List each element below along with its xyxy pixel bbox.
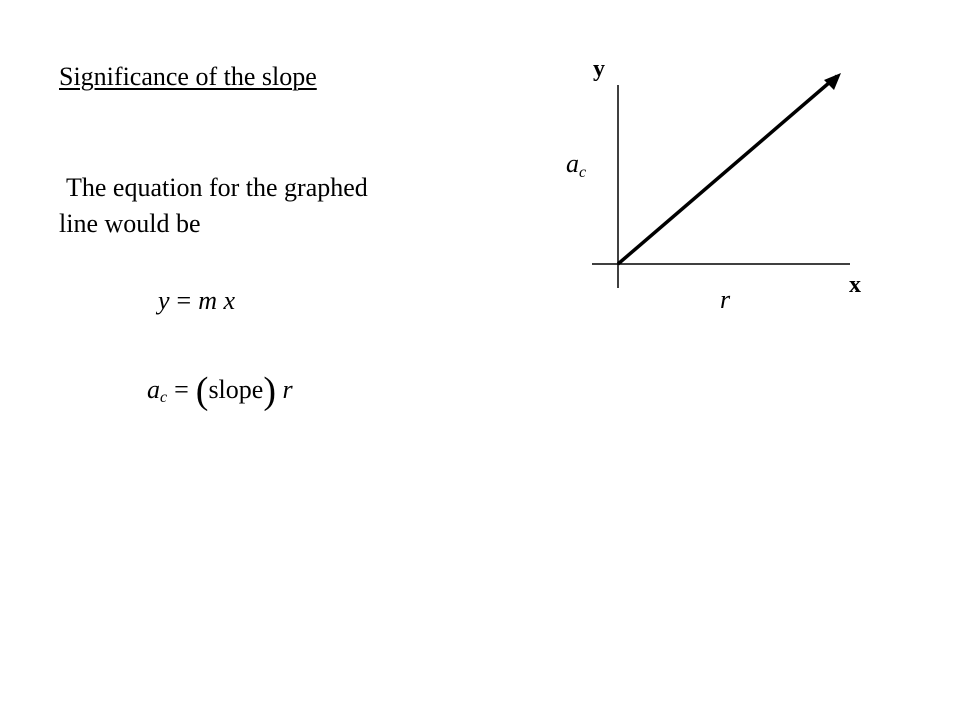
arrowhead-icon [824, 73, 841, 90]
proportional-line-arrow [618, 76, 837, 264]
body-line-2: line would be [59, 209, 201, 238]
eq2-a: a [147, 375, 160, 404]
x-axis-label: x [849, 272, 861, 298]
eq2-paren-open: ( [195, 370, 209, 412]
vertical-quantity-sub: c [579, 164, 587, 181]
eq2-equals: = [174, 375, 189, 404]
vertical-quantity-base: a [566, 149, 579, 178]
y-axis-label: y [593, 56, 605, 82]
vertical-quantity-label [566, 149, 586, 181]
eq2-slope-word: slope [208, 375, 264, 404]
eq1-m: m [198, 286, 217, 315]
equation-line-general [158, 288, 235, 314]
eq2-paren-close: ) [263, 370, 276, 412]
body-line-1: The equation for the graphed [66, 173, 368, 202]
eq2-r: r [282, 375, 293, 404]
horizontal-quantity-label: r [720, 285, 731, 314]
slide-title: Significance of the slope [59, 62, 317, 91]
eq1-equals: = [176, 286, 192, 315]
eq2-sub-c: c [160, 389, 168, 406]
eq1-x: x [223, 286, 236, 315]
graph-diagram [560, 40, 890, 330]
equation-centripetal [147, 372, 293, 410]
eq1-y: y [158, 286, 170, 315]
body-text [59, 170, 459, 242]
